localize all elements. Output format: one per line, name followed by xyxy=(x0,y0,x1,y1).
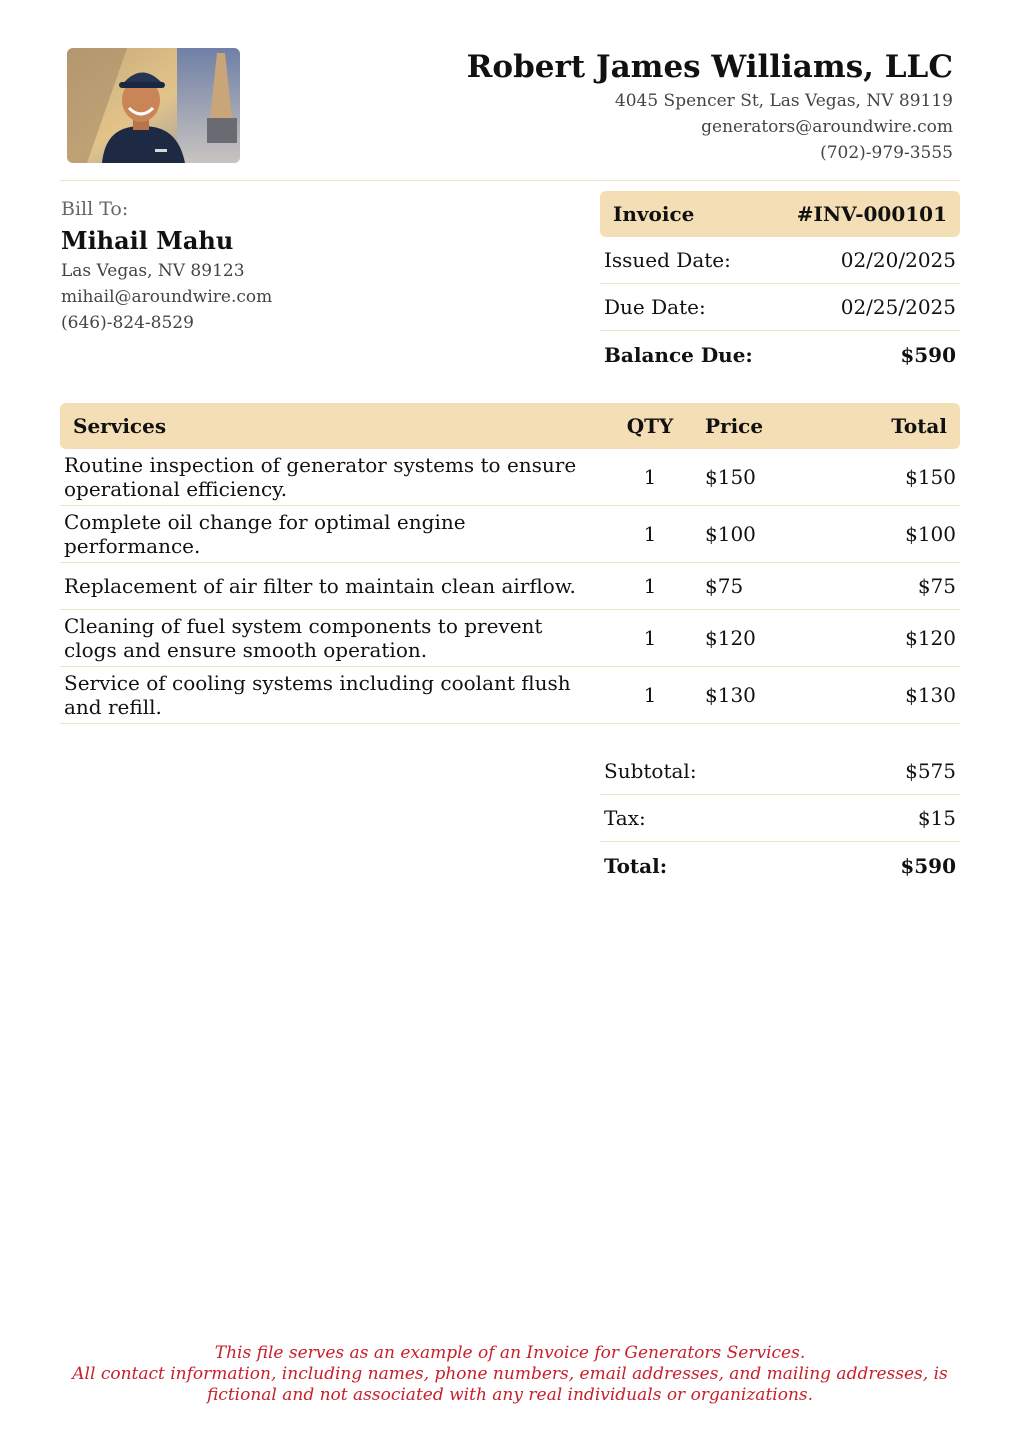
due-date-row xyxy=(600,284,960,331)
service-total: $130 xyxy=(905,683,956,707)
service-price: $75 xyxy=(705,574,744,598)
tax-value: $15 xyxy=(917,806,956,830)
disclaimer-line-1: This file serves as an example of an Invoice for Generators Services. xyxy=(214,1343,806,1363)
bill-to-label: Bill To: xyxy=(61,198,129,220)
table-row xyxy=(60,563,960,610)
invoice-details xyxy=(600,191,960,378)
service-price: $100 xyxy=(705,522,756,546)
service-description: Replacement of air filter to maintain clean airflow. xyxy=(64,574,576,598)
service-total: $100 xyxy=(905,522,956,546)
table-row xyxy=(60,506,960,563)
balance-due-value: $590 xyxy=(900,342,956,367)
service-qty: 1 xyxy=(643,522,657,546)
service-total: $75 xyxy=(917,574,956,598)
service-price: $130 xyxy=(705,683,756,707)
company-email: generators@aroundwire.com xyxy=(701,117,953,137)
service-price: $150 xyxy=(705,465,756,489)
total-value: $590 xyxy=(900,853,956,878)
service-qty: 1 xyxy=(643,465,657,489)
service-qty: 1 xyxy=(643,683,657,707)
balance-due-label: Balance Due: xyxy=(604,342,753,367)
invoice-number: #INV-000101 xyxy=(796,202,947,226)
service-qty: 1 xyxy=(643,626,657,650)
company-photo xyxy=(67,48,240,163)
disclaimer-footer xyxy=(0,1343,1020,1406)
disclaimer-line-2: All contact information, including names, phone numbers, email addresses, and mailing addresses, is xyxy=(72,1364,948,1384)
client-email: mihail@aroundwire.com xyxy=(61,287,273,307)
header-services: Services xyxy=(73,414,167,438)
issued-date-row xyxy=(600,237,960,284)
company-phone: (702)-979-3555 xyxy=(820,143,953,163)
total-row xyxy=(600,842,960,889)
header-qty: QTY xyxy=(626,414,674,438)
header-divider xyxy=(60,180,960,181)
company-name: Robert James Williams, LLC xyxy=(466,49,953,85)
bill-to-section xyxy=(61,196,272,336)
service-qty: 1 xyxy=(643,574,657,598)
service-description: Routine inspection of generator systems to ensure operational efficiency. xyxy=(64,453,577,501)
table-row xyxy=(60,667,960,724)
subtotal-label: Subtotal: xyxy=(604,759,697,783)
company-info xyxy=(467,48,953,166)
company-address: 4045 Spencer St, Las Vegas, NV 89119 xyxy=(614,91,953,111)
table-row xyxy=(60,610,960,667)
subtotal-value: $575 xyxy=(905,759,956,783)
service-description: Cleaning of fuel system components to prevent clogs and ensure smooth operation. xyxy=(64,614,543,662)
services-table-header xyxy=(60,403,960,449)
invoice-header xyxy=(600,191,960,237)
table-row xyxy=(60,449,960,506)
header-price: Price xyxy=(705,414,764,438)
service-total: $120 xyxy=(905,626,956,650)
client-address: Las Vegas, NV 89123 xyxy=(61,261,245,281)
issued-date-label: Issued Date: xyxy=(604,248,731,272)
client-name: Mihail Mahu xyxy=(61,226,234,255)
disclaimer-line-3: fictional and not associated with any real individuals or organizations. xyxy=(206,1385,814,1405)
total-label: Total: xyxy=(604,853,668,878)
due-date-label: Due Date: xyxy=(604,295,706,319)
issued-date-value: 02/20/2025 xyxy=(840,248,956,272)
subtotal-row xyxy=(600,748,960,795)
service-total: $150 xyxy=(905,465,956,489)
services-table xyxy=(60,403,960,724)
tax-row xyxy=(600,795,960,842)
service-description: Complete oil change for optimal engine performance. xyxy=(64,510,466,558)
totals-section xyxy=(600,748,960,889)
service-price: $120 xyxy=(705,626,756,650)
header-total: Total xyxy=(891,414,947,438)
tax-label: Tax: xyxy=(604,806,646,830)
due-date-value: 02/25/2025 xyxy=(840,295,956,319)
balance-due-row xyxy=(600,331,960,378)
service-description: Service of cooling systems including coolant flush and refill. xyxy=(64,671,571,719)
client-phone: (646)-824-8529 xyxy=(61,313,194,333)
invoice-label: Invoice xyxy=(613,202,695,226)
